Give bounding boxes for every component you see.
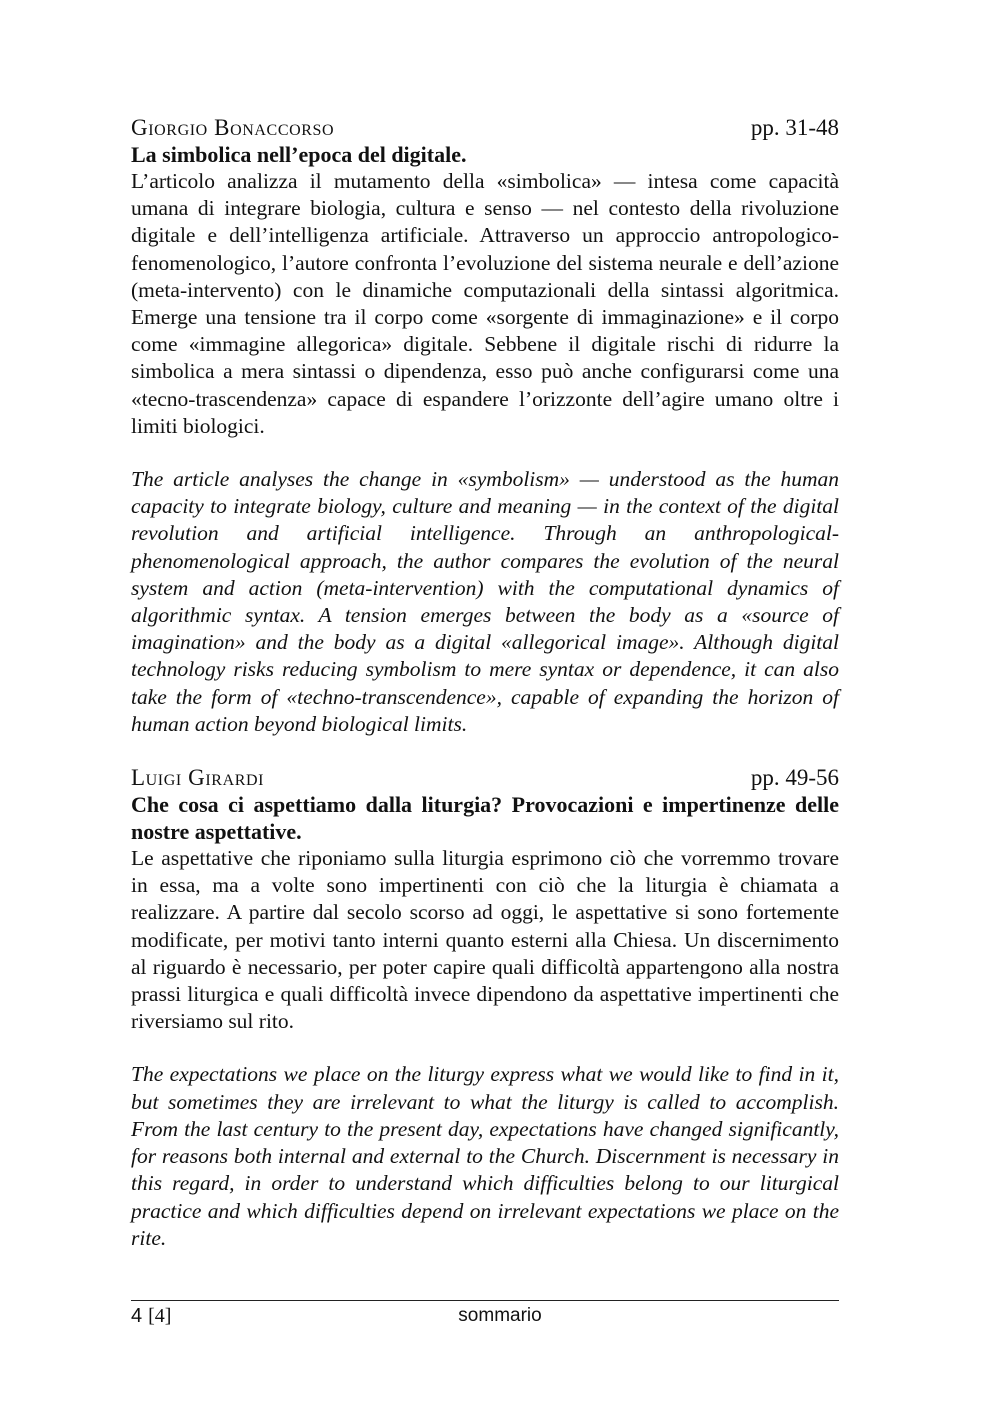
abstract-italian: L’articolo analizza il mutamento della «simbolica» — intesa come capacità umana di integrare biologia, cultura e senso — nel contesto della rivoluzione digitale e dell’intelligenza artificiale. Attraverso un approccio antropologico-fenomenologico, l’autore confronta l’evoluzione del sistema neurale e dell’azione (meta-intervento) con le dinamiche computazionali della sintassi algoritmica. Emerge una tensione tra il corpo come «sorgente di immaginazione» e il corpo come «immagine allegorica» digitale. Sebbene il digitale rischi di ridurre la simbolica a mera sintassi o dipendenza, esso può anche configurarsi come una «tecno-trascendenza» capace di espandere l’orizzonte dell’agire umano oltre i limiti biologici.	[131, 169, 839, 438]
abstract-english: The expectations we place on the liturgy express what we would like to find in it, but sometimes they are irrelevant to what the liturgy is called to accomplish. From the last century to the present day, expectations have changed significantly, for reasons both internal and external to the Church. Discernment is necessary in this regard, in order to understand which difficulties belong to our liturgical practice and which difficulties depend on irrelevant expectations we place on the rite.	[131, 1062, 839, 1250]
article-title: Che cosa ci aspettiamo dalla liturgia? Provocazioni e impertinenze delle nostre aspettative.	[131, 792, 839, 845]
page-footer	[131, 1300, 839, 1333]
entry-header	[131, 114, 839, 141]
entry-header	[131, 764, 839, 791]
abstract-italian: Le aspettative che riponiamo sulla liturgia esprimono ciò che vorremmo trovare in essa, ma a volte sono impertinenti con ciò che la liturgia è chiamata a realizzare. A partire dal secolo scorso ad oggi, le aspettative si sono fortemente modificate, per motivi tanto interni quanto esterni alla Chiesa. Un discernimento al riguardo è necessario, per poter capire quali difficoltà appartengono alla nostra prassi liturgica e quali difficoltà invece dipendono da aspettative impertinenti che riversiamo sul rito.	[131, 846, 839, 1034]
abstract-english: The article analyses the change in «symbolism» — understood as the human capacity to integrate biology, culture and meaning — in the context of the digital revolution and artificial intelligence. Through an anthropological-phenomenological approach, the author compares the evolution of the neural system and action (meta-intervention) with the computational dynamics of algorithmic syntax. A tension emerges between the body as a «source of imagination» and the body as a digital «allegorical image». Although digital technology risks reducing symbolism to mere syntax or dependence, it can also take the form of «techno-transcendence», capable of expanding the horizon of human action beyond biological limits.	[131, 467, 839, 736]
article-entry	[131, 764, 839, 1252]
article-title: La simbolica nell’epoca del digitale.	[131, 142, 467, 167]
page-number: 4	[131, 1305, 143, 1327]
article-entry	[131, 114, 839, 738]
author-name: Giorgio Bonaccorso	[131, 115, 335, 140]
summary-column	[131, 114, 839, 1252]
running-head: sommario	[458, 1305, 542, 1326]
page-number-bracketed: [4]	[148, 1305, 172, 1327]
page-range: pp. 49-56	[750, 765, 839, 791]
author-name: Luigi Girardi	[131, 765, 265, 791]
page-range: pp. 31-48	[750, 115, 839, 140]
